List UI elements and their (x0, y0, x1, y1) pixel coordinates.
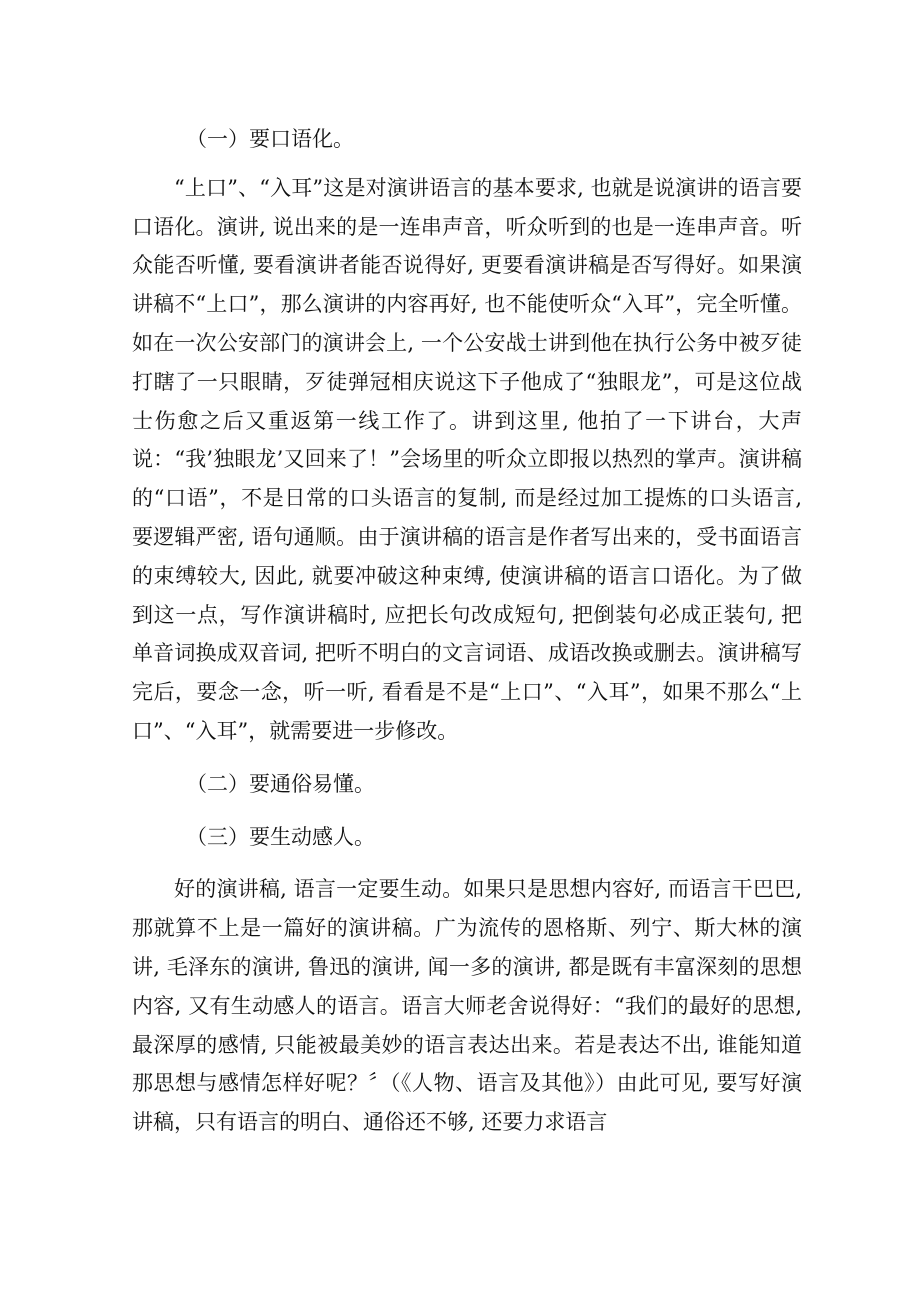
document-body (132, 120, 802, 1142)
section-heading-1: （一）要口语化。 (186, 127, 354, 151)
spacer (132, 804, 802, 818)
section-paragraph-1: “上口”、“入耳”这是对演讲语言的基本要求, 也就是说演讲的语言要口语化。演讲, 说出来的是一连串声音，听众听到的也是一连串声音。听众能否听懂, 要看演讲者能否说得好, 更要看演讲稿是否写得好。如果演讲稿不“上口”，那么演讲的内容再好, 也不能使听众“入耳”，完全听懂。如在一次公安部门的演讲会上, 一个公安战士讲到他在执行公务中被歹徒打瞎了一只眼睛，歹徒弹冠相庆说这下子他成了“独眼龙”，可是这位战士伤愈之后又重返第一线工作了。讲到这里, 他拍了一下讲台，大声说：“我’独眼龙’又回来了！”会场里的听众立即报以热烈的掌声。演讲稿的“口语”，不是日常的口头语言的复制, 而是经过加工提炼的口头语言, 要逻辑严密, 语句通顺。由于演讲稿的语言是作者写出来的，受书面语言的束缚较大, 因此, 就要冲破这种束缚, 使演讲稿的语言口语化。为了做到这一点，写作演讲稿时, 应把长句改成短句, 把倒装句必成正装句, 把单音词换成双音词, 把听不明白的文言词语、成语改换或删去。演讲稿写完后，要念一念，听一听, 看看是不是“上口”、“入耳”，如果不那么“上口”、“入耳”，就需要进一步修改。 (132, 175, 802, 743)
spacer (132, 751, 802, 765)
spacer (132, 856, 802, 870)
section-heading-3: （三）要生动感人。 (186, 824, 375, 849)
spacer (132, 159, 802, 169)
section-heading-2: （二）要通俗易懂。 (186, 771, 375, 796)
section-paragraph-3: 好的演讲稿, 语言一定要生动。如果只是思想内容好, 而语言干巴巴, 那就算不上是一篇好的演讲稿。广为流传的恩格斯、列宁、斯大林的演讲, 毛泽东的演讲, 鲁迅的演讲, 闻一多的演讲, 都是既有丰富深刻的思想内容, 又有生动感人的语言。语言大师老舍说得好：“我们的最好的思想, 最深厚的感情, 只能被最美妙的语言表达出来。若是表达不出, 谁能知道那思想与感情怎样好呢？〞（《人物、语言及其他》）由此可见, 要写好演讲稿，只有语言的明白、通俗还不够, 还要力求语言 (132, 877, 802, 1135)
